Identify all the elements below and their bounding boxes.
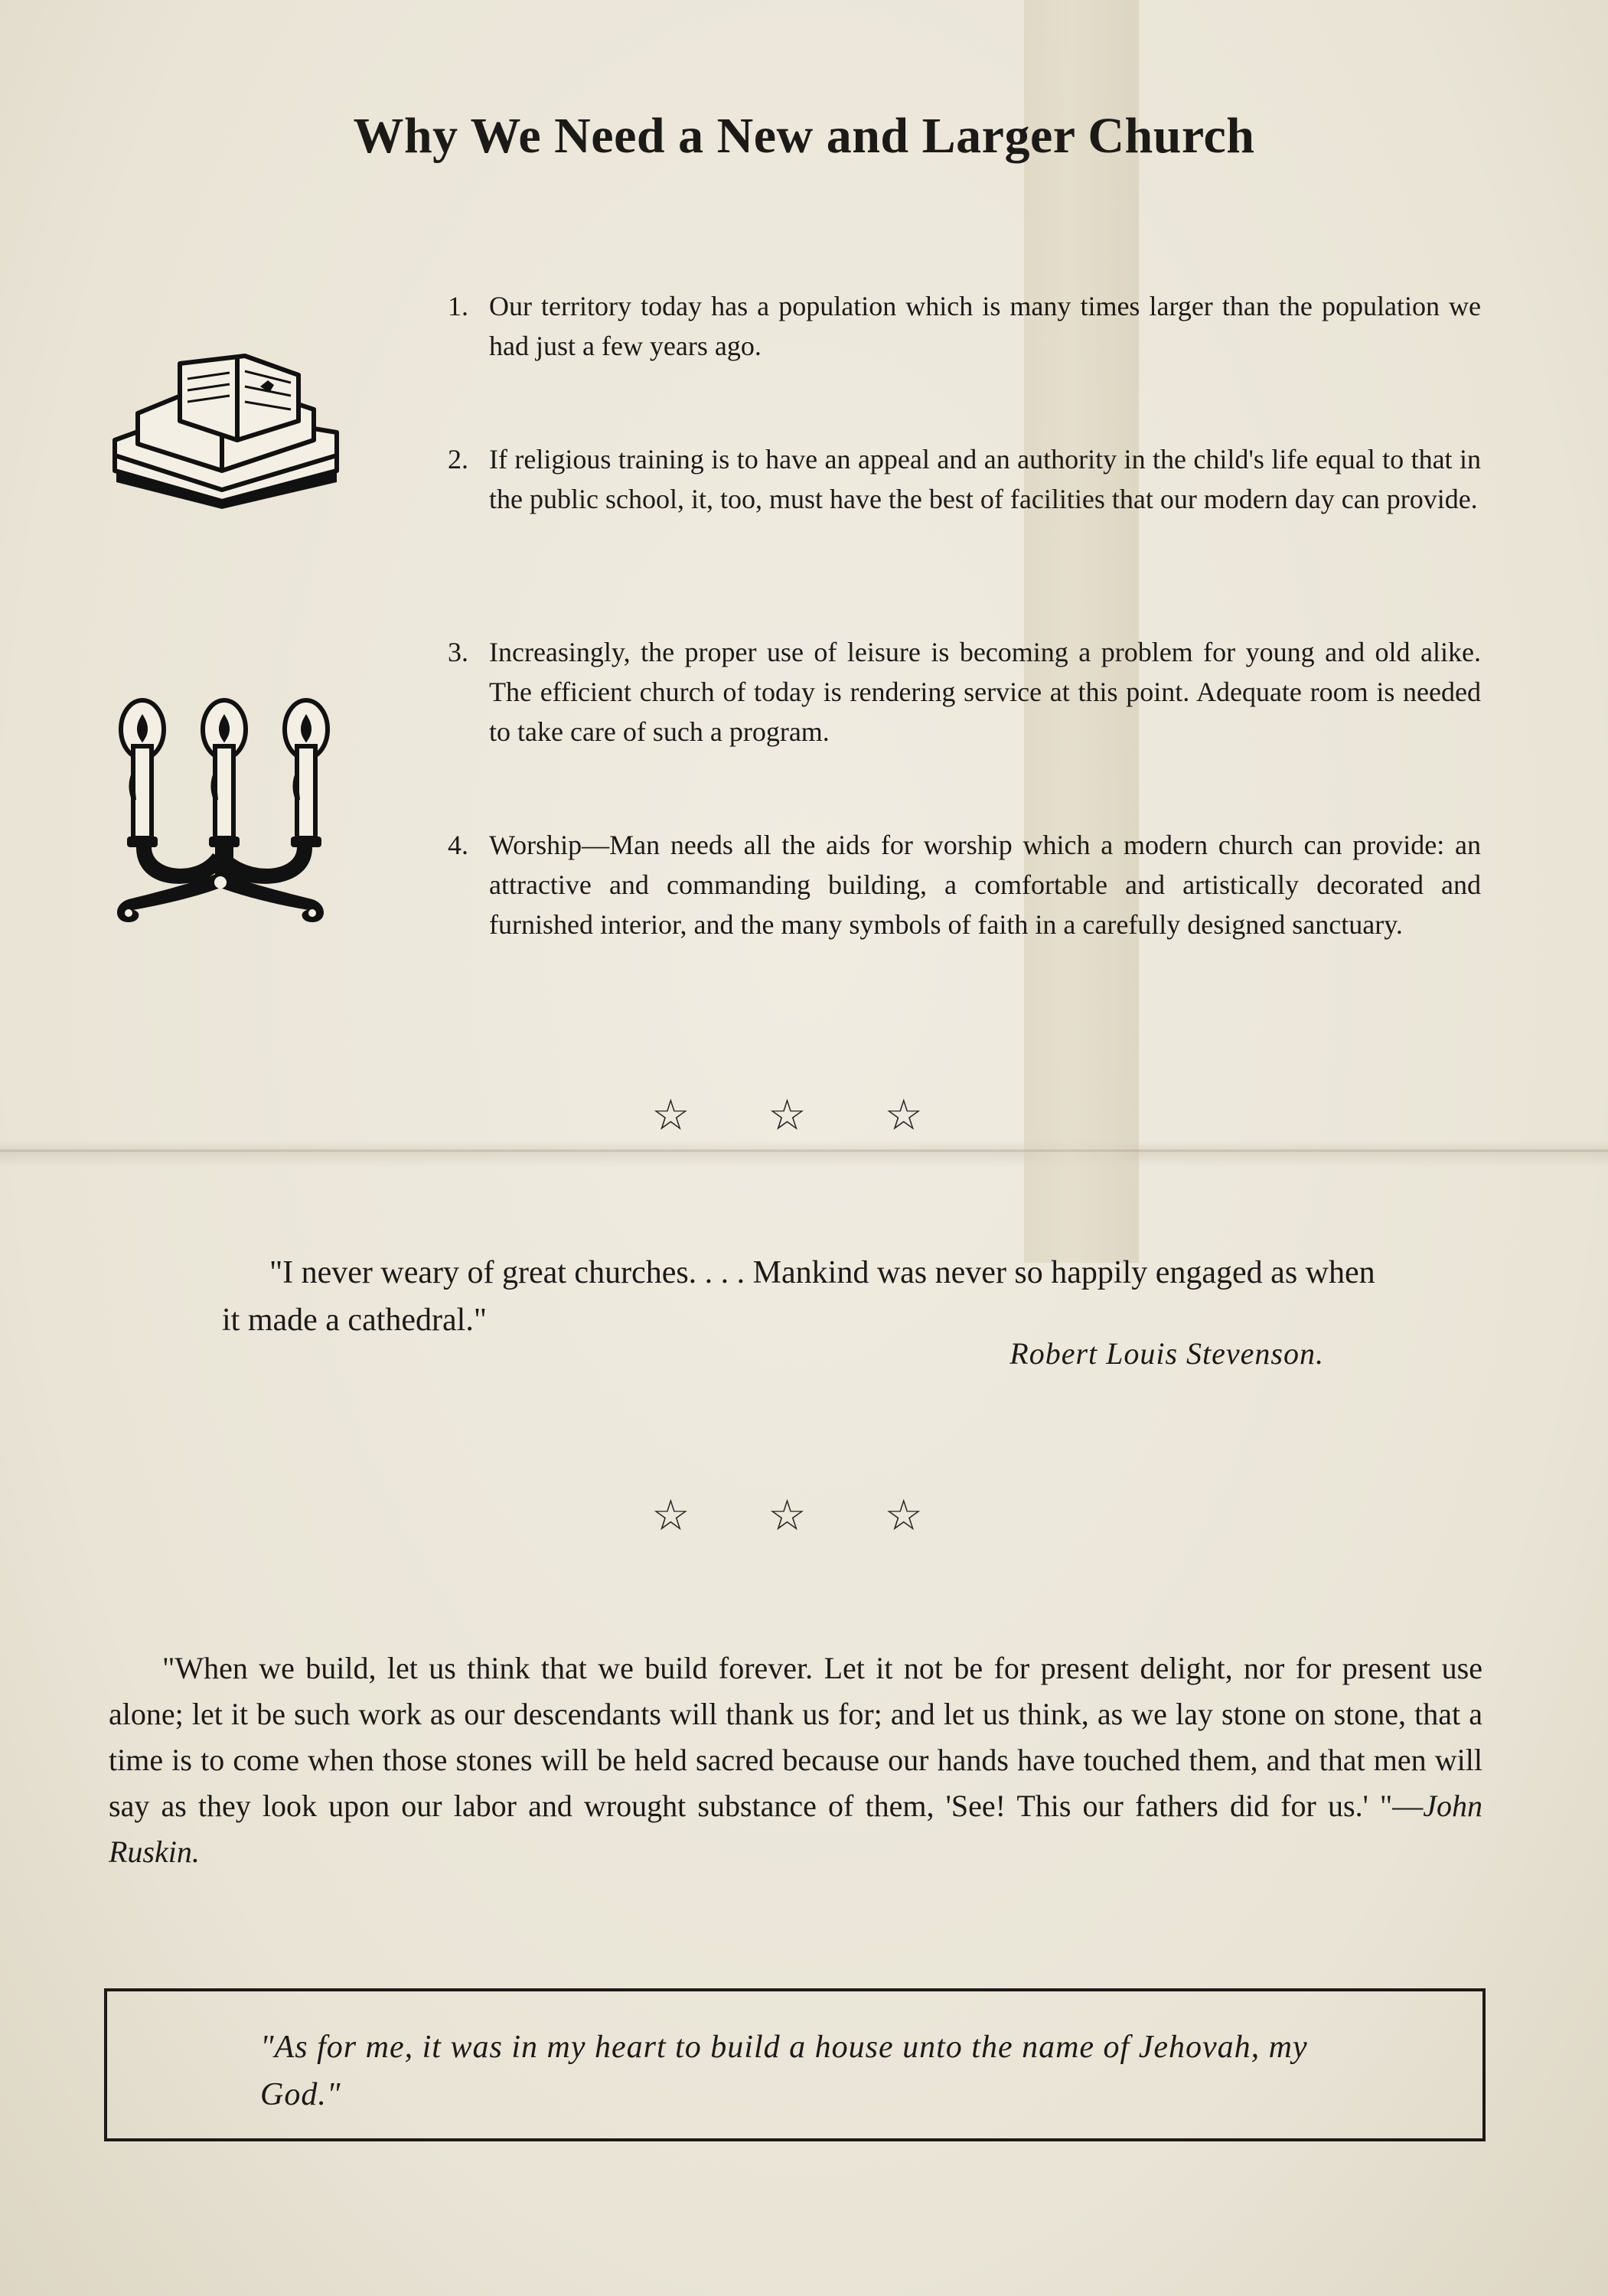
reason-number: 2.: [448, 444, 468, 475]
star-divider: ☆ ☆ ☆: [651, 1092, 957, 1140]
reason-text: Our territory today has a population which is many times larger than the population we had just a few years ago.: [489, 291, 1481, 361]
reason-item-3: [448, 632, 1481, 752]
reason-text: If religious training is to have an appeal and an authority in the child's life equal to that in the public school, it, too, must have the best of facilities that our modern day can provide.: [489, 444, 1481, 514]
ruskin-quote: [109, 1645, 1482, 1875]
candelabra-icon: [106, 693, 343, 930]
ruskin-quote-text: "When we build, let us think that we build forever. Let it not be for present delight, nor for present use alone; let it be such work as our descendants will thank us for; and let us think, as we lay stone on stone, that a time is to come when those stones will be held sacred because our hands have touched them, and that men will say as they look upon our labor and wrought substance of them, 'See! This our fathers did for us.' "—: [109, 1651, 1482, 1823]
scripture-quote: "As for me, it was in my heart to build a house unto the name of Jehovah, my God.": [260, 2030, 1308, 2112]
reason-text: Increasingly, the proper use of leisure is becoming a problem for young and old alike. The efficient church of today is rendering service at this point. Adequate room is needed to take care of such a program.: [489, 637, 1481, 747]
reason-text: Worship—Man needs all the aids for worship which a modern church can provide: an attractive and commanding building, a comfortable and artistically decorated and furnished interior, and the many symbols of faith in a carefully designed sanctuary.: [489, 830, 1481, 940]
star-divider: ☆ ☆ ☆: [651, 1492, 957, 1540]
reason-item-1: [448, 286, 1481, 366]
reason-number: 3.: [448, 637, 468, 667]
fold-line: [0, 1150, 1608, 1152]
scripture-box: [104, 1988, 1486, 2141]
ruskin-attribution: John Ruskin.: [109, 1789, 1482, 1869]
reason-item-2: [448, 439, 1481, 519]
reason-number: 1.: [448, 291, 468, 321]
tape-strip: [1024, 0, 1139, 1263]
open-books-icon: [107, 348, 352, 509]
stevenson-attribution: Robert Louis Stevenson.: [1009, 1336, 1324, 1371]
reason-item-4: [448, 825, 1481, 944]
page-title: Why We Need a New and Larger Church: [353, 108, 1255, 164]
stevenson-quote: "I never weary of great churches. . . . Mankind was never so happily engaged as when it made a cathedral.": [222, 1255, 1375, 1338]
reason-number: 4.: [448, 830, 468, 860]
